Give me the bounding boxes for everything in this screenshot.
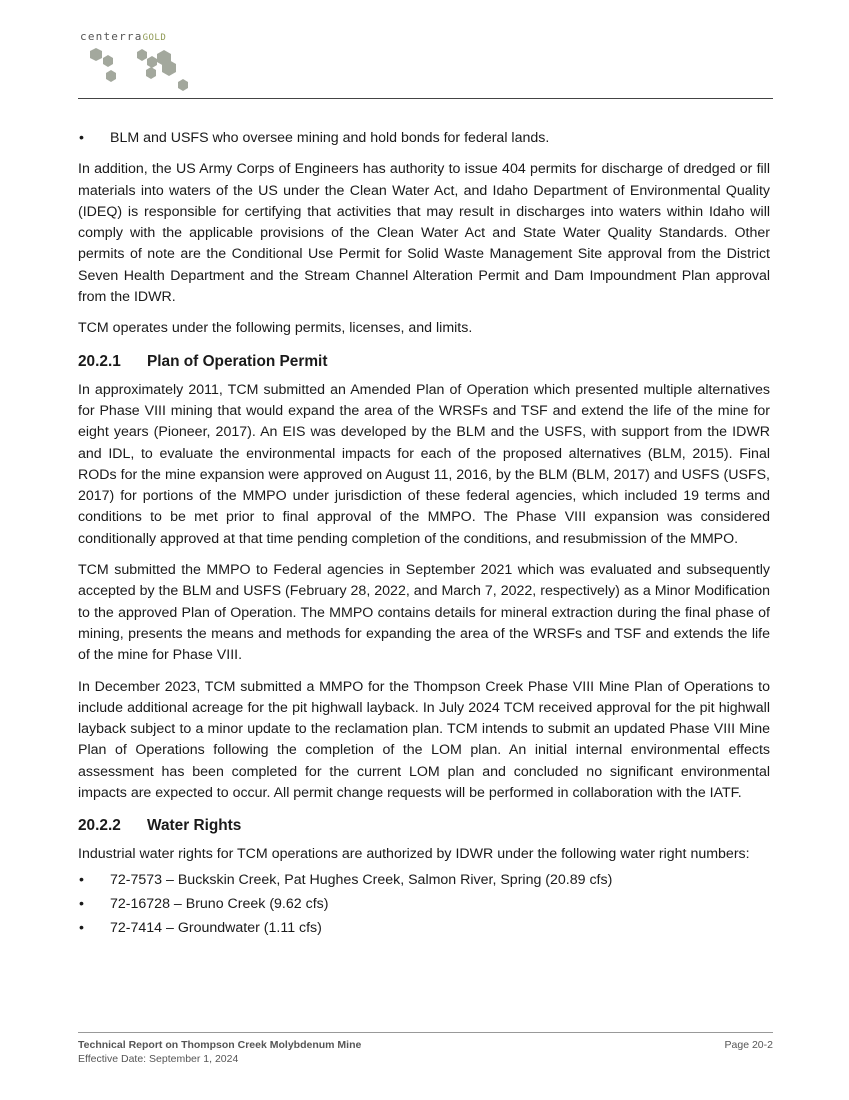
logo-name: centerra xyxy=(80,30,143,43)
footer-divider xyxy=(78,1032,773,1033)
water-rights-list xyxy=(78,870,770,940)
logo-hexagon xyxy=(137,49,147,61)
paragraph-water-rights: Industrial water rights for TCM operations are authorized by IDWR under the following water right numbers: xyxy=(78,846,750,863)
logo-hexagon xyxy=(178,79,188,91)
footer-report-title: Technical Report on Thompson Creek Molybdenum Mine xyxy=(78,1039,362,1051)
paragraph-tcm-operates: TCM operates under the following permits, licenses, and limits. xyxy=(78,320,473,337)
footer-page-number: Page 20-2 xyxy=(724,1039,773,1051)
logo-hexagons-icon xyxy=(82,46,202,96)
paragraph-plan-history: In approximately 2011, TCM submitted an Amended Plan of Operation which presented multiple alternatives for Phase VIII mining that would expand the area of the WRSFs and TSF and extend the life of the mine for eight years (Pioneer, 2017). An EIS was developed by the BLM and the USFS, with support from the IDWR and IDL, to evaluate the environmental impacts for each of the proposed alternatives (BLM, 2015). Final RODs for the mine expansion were approved on August 11, 2016, by the BLM (BLM, 2017) and USFS (USFS, 2017) for portions of the MMPO under jurisdiction of these federal agencies, which included 19 terms and conditions to be met prior to final approval of the MMPO. The Phase VIII expansion was considered conditionally approved at that time pending completion of the conditions, and resubmission of the MMPO. xyxy=(78,381,770,547)
logo-hexagon xyxy=(103,55,113,67)
company-logo-wordmark xyxy=(80,30,166,43)
paragraph-permits: In addition, the US Army Corps of Engineers has authority to issue 404 permits for discharge of dredged or fill materials into waters of the US under the Clean Water Act, and Idaho Department of Environmental Quality (IDEQ) is responsible for certifying that activities that may result in discharges into waters within Idaho will comply with the applicable provisions of the Clean Water Act and State Water Quality Standards. Other permits of note are the Conditional Use Permit for Solid Waste Management Site approval from the District Seven Health Department and the Stream Channel Alteration Permit and Dam Impoundment Plan approval from the IDWR. xyxy=(78,161,770,306)
list-item: • 72-7414 – Groundwater (1.11 cfs) xyxy=(78,918,770,939)
logo-hexagon xyxy=(90,48,102,61)
page-header xyxy=(78,26,773,99)
section-heading-plan-of-operation xyxy=(78,352,770,372)
section-heading-water-rights xyxy=(78,816,770,836)
section-title: Water Rights xyxy=(147,817,242,835)
list-item: • BLM and USFS who oversee mining and hold bonds for federal lands. xyxy=(78,128,770,149)
paragraph-mmpo-submission: TCM submitted the MMPO to Federal agencies in September 2021 which was evaluated and subsequently accepted by the BLM and USFS (February 28, 2022, and March 7, 2022, respectively) as a Minor Modification to the approved Plan of Operation. The MMPO contains details for mineral extraction during the final phase of mining, presents the means and methods for expanding the area of the WRSFs and TSF and extends the life of the mine for Phase VIII. xyxy=(78,562,770,664)
list-item: • 72-16728 – Bruno Creek (9.62 cfs) xyxy=(78,894,770,915)
intro-bullet-list xyxy=(78,128,770,149)
logo-hexagon xyxy=(146,67,156,79)
footer-effective-date: Effective Date: September 1, 2024 xyxy=(78,1053,239,1065)
document-body xyxy=(78,128,770,950)
section-number: 20.2.1 xyxy=(78,352,121,370)
header-divider xyxy=(78,98,773,99)
logo-hexagon xyxy=(106,70,116,82)
section-title: Plan of Operation Permit xyxy=(147,352,328,370)
logo-suffix: GOLD xyxy=(142,33,167,43)
section-number: 20.2.2 xyxy=(78,817,121,835)
list-item: • 72-7573 – Buckskin Creek, Pat Hughes Creek, Salmon River, Spring (20.89 cfs) xyxy=(78,870,770,891)
logo-hexagon xyxy=(147,56,157,68)
paragraph-2023-update: In December 2023, TCM submitted a MMPO for the Thompson Creek Phase VIII Mine Plan of Operations to include additional acreage for the pit highwall layback. In July 2024 TCM received approval for the pit highwall layback subject to a minor update to the reclamation plan. TCM intends to submit an updated Phase VIII Mine Plan of Operations following the completion of the LOM plan. An initial internal environmental effects assessment has been completed for the current LOM plan and concluded no significant environmental impacts are expected to occur. All permit change requests will be performed in collaboration with the IATF. xyxy=(78,678,770,802)
